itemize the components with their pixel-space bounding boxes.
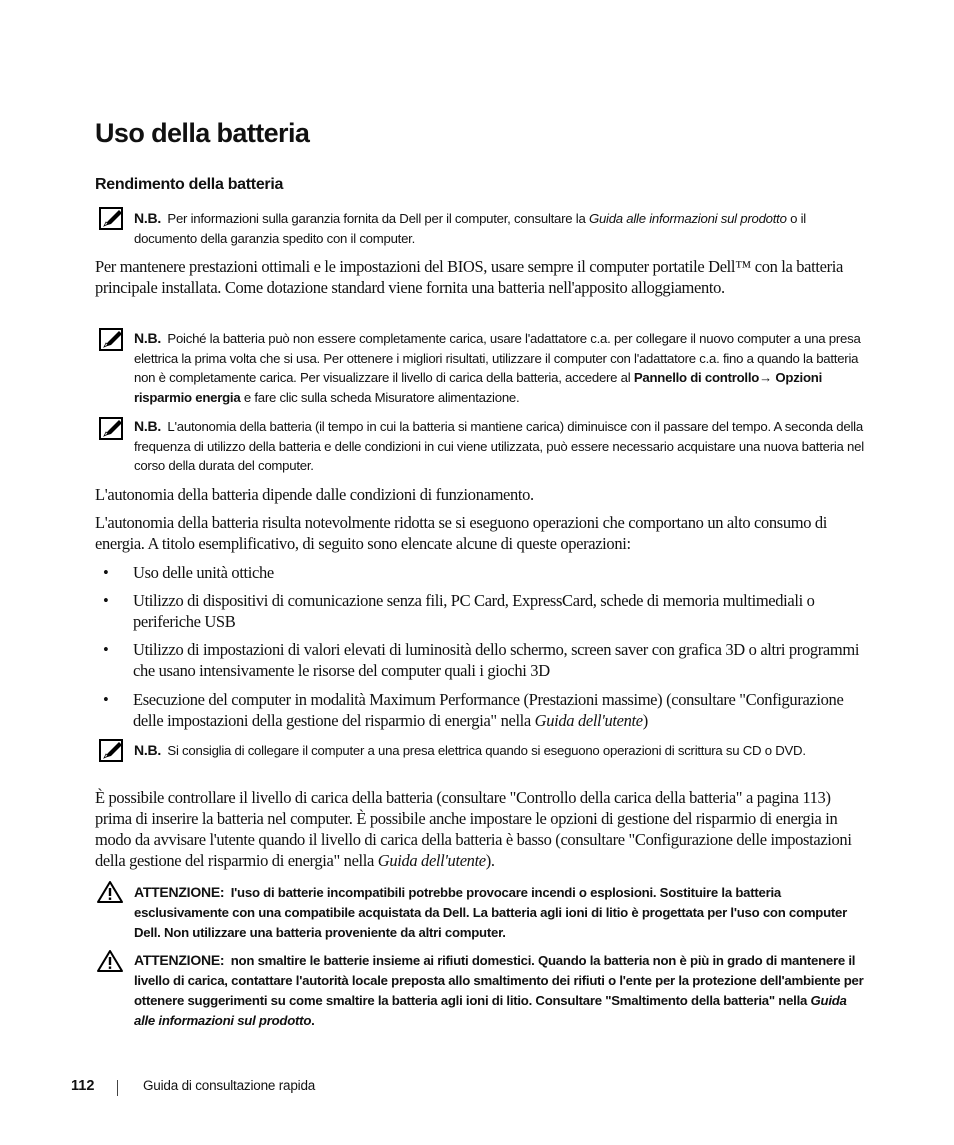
note-pencil-icon xyxy=(99,739,125,763)
warning-triangle-icon xyxy=(96,949,122,973)
bullet-marker: • xyxy=(103,690,109,709)
warning-incompatible-batteries xyxy=(134,882,864,943)
product-info-guide-reference: Guida alle informazioni sul prodotto xyxy=(134,993,847,1028)
paragraph-text-end: ). xyxy=(485,851,495,870)
note-label: N.B. xyxy=(134,210,161,226)
note-pencil-icon xyxy=(99,417,125,441)
note-text: L'autonomia della batteria (il tempo in cui la batteria si mantiene carica) diminuisce con il passare del tempo. A seconda della frequenza di utilizzo della batteria e delle condizioni in cui viene utilizzata, può essere necessario acquistare una nuova batteria nel corso della durata del computer. xyxy=(134,419,864,473)
warning-triangle-icon xyxy=(96,880,122,904)
note-label: N.B. xyxy=(134,742,161,758)
arrow-glyph: → xyxy=(759,370,772,385)
note-text: Poiché la batteria può non essere completamente carica, usare l'adattatore c.a. per collegare il nuovo computer a una presa elettrica la prima volta che si usa. Per ottenere i migliori risultati, utilizzare il computer con l'adattatore c.a. fino a quando la batteria non è completamente carica. Per visualizzare il livello di carica della batteria, accedere al xyxy=(134,331,861,385)
paragraph-performance: Per mantenere prestazioni ottimali e le impostazioni del BIOS, usare sempre il computer portatile Dell™ con la batteria principale installata. Come dotazione standard viene fornita una batteria nell'apposito alloggiamento. xyxy=(95,257,843,297)
page-title: Uso della batteria xyxy=(95,118,310,148)
paragraph-text: È possibile controllare il livello di carica della batteria (consultare "Controllo della carica della batteria" a pagina 113) prima di inserire la batteria nel computer. È possibile anche impostare le opzioni di gestione del risparmio di energia in modo da avvisare l'utente quando il livello di carica della batteria è basso (consultare "Configurazione delle impostazioni della gestione del risparmio di energia" nella xyxy=(95,788,852,870)
note-text: Si consiglia di collegare il computer a una presa elettrica quando si eseguono operazioni di scrittura su CD o DVD. xyxy=(167,743,806,758)
warning-text-end: . xyxy=(311,1013,315,1028)
note-label: N.B. xyxy=(134,418,161,434)
user-guide-reference: Guida dell'utente xyxy=(377,851,486,870)
control-panel-reference: Pannello di controllo xyxy=(633,370,760,385)
paragraph-high-consumption: L'autonomia della batteria risulta notevolmente ridotta se si eseguono operazioni che comportano un alto consumo di energia. A titolo esemplificativo, di seguito sono elencate alcune di queste operazioni: xyxy=(95,513,828,553)
list-item: Utilizzo di impostazioni di valori elevati di luminosità dello schermo, screen saver con grafica 3D o altri programmi che usano intensivamente le risorse del computer quali i giochi 3D xyxy=(133,640,860,680)
list-item: Utilizzo di dispositivi di comunicazione senza fili, PC Card, ExpressCard, schede di memoria multimediali o periferiche USB xyxy=(133,591,815,631)
note-cd-dvd xyxy=(134,741,864,761)
note-pencil-icon xyxy=(99,328,125,352)
footer-doc-title: Guida di consultazione rapida xyxy=(143,1078,316,1093)
note-battery-life xyxy=(134,417,864,476)
page-number: 112 xyxy=(71,1078,95,1094)
note-doc-reference: Guida alle informazioni sul prodotto xyxy=(588,211,787,226)
note-warranty xyxy=(134,209,864,248)
list-item-text-end: ) xyxy=(642,711,648,730)
list-item-text: Esecuzione del computer in modalità Maximum Performance (Prestazioni massime) (consultare "Configurazione delle impostazioni della gestione del risparmio di energia" nella xyxy=(133,690,844,730)
bullet-marker: • xyxy=(103,591,109,610)
warning-text: non smaltire le batterie insieme ai rifiuti domestici. Quando la batteria non è più in grado di mantenere il livello di carica, contattare l'autorità locale preposta allo smaltimento dei rifiuti o l'ente per la protezione dell'ambiente per ottenere suggerimenti su come smaltire la batteria agli ioni di litio. Consultare "Smaltimento della batteria" nella xyxy=(134,953,864,1008)
note-text: Per informazioni sulla garanzia fornita da Dell per il computer, consultare la xyxy=(167,211,589,226)
paragraph-operating-conditions: L'autonomia della batteria dipende dalle condizioni di funzionamento. xyxy=(95,485,534,504)
section-heading: Rendimento della batteria xyxy=(95,176,284,193)
bullet-marker: • xyxy=(103,640,109,659)
list-item xyxy=(133,689,868,731)
note-text-end: e fare clic sulla scheda Misuratore alimentazione. xyxy=(240,389,520,405)
warning-label: ATTENZIONE: xyxy=(134,884,225,900)
power-options-reference: Opzioni risparmio energia xyxy=(134,370,822,405)
note-first-charge xyxy=(134,329,864,407)
paragraph-charge-check xyxy=(95,787,865,871)
bullet-marker: • xyxy=(103,563,109,582)
list-item: Uso delle unità ottiche xyxy=(133,563,274,582)
note-text-end: o il documento della garanzia spedito con il computer. xyxy=(134,211,806,246)
warning-label: ATTENZIONE: xyxy=(134,952,225,968)
footer-divider xyxy=(117,1080,118,1096)
note-label: N.B. xyxy=(134,330,161,346)
warning-battery-disposal xyxy=(134,950,864,1031)
warning-text: I'uso di batterie incompatibili potrebbe provocare incendi o esplosioni. Sostituire la batteria esclusivamente con una compatibile acquistata da Dell. La batteria agli ioni di litio è progettata per l'uso con computer Dell. Non utilizzare una batteria proveniente da altri computer. xyxy=(134,885,848,940)
user-guide-reference: Guida dell'utente xyxy=(534,711,643,730)
note-pencil-icon xyxy=(99,207,125,231)
